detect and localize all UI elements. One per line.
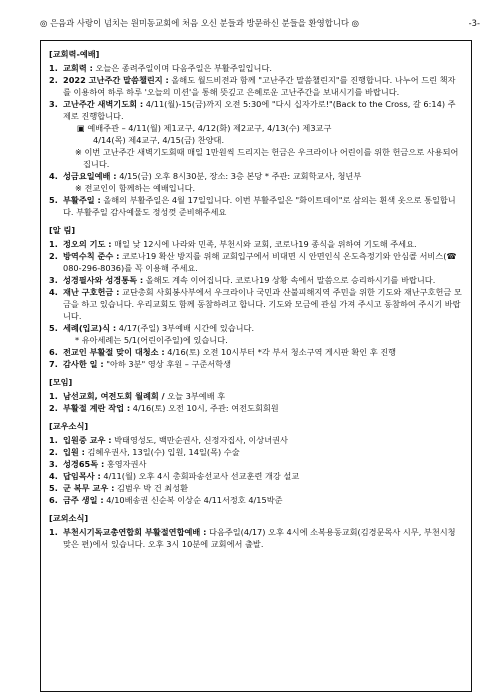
section-member-news: [49, 421, 463, 506]
list-item: [49, 434, 463, 446]
list-item: [49, 74, 463, 98]
section-external-news: [49, 513, 463, 550]
list-item: [49, 482, 463, 494]
item-number: 3.: [49, 99, 58, 109]
item-text: 박태영성도, 백만순권사, 신정자집사, 이상녀권사: [111, 435, 288, 445]
page-header: [40, 18, 480, 29]
list-item: [49, 446, 463, 458]
dawn-note: ※ 이번 고난주간 새벽기도회때 매일 1만원씩 드리지는 헌금은 우크라이나 어린이를 위한 헌금으로 사용되어집니다.: [75, 147, 459, 169]
list-item: [49, 170, 463, 182]
item-number: 6.: [49, 347, 58, 357]
item-number: 7.: [49, 359, 58, 369]
item-number: 1.: [49, 527, 58, 537]
list-item: [49, 194, 463, 218]
item-text: 다음주일(4/17) 오후 4시에 소복용동교회(김경문목사 시무, 부천시청 맞은 편)에서 있습니다. 오후 3시 10분에 교회에서 출발.: [63, 527, 456, 549]
item-text: 올해도 계속 이어집니다. 코로나19 상황 속에서 말씀으로 승리하시기를 바랍니다.: [143, 275, 436, 285]
item-text: 김혜우권사, 13일(수) 입원, 14일(목) 수술: [84, 447, 240, 457]
section-worship: [49, 49, 463, 218]
item-number: 4.: [49, 171, 58, 181]
item-number: 1.: [49, 239, 58, 249]
section-title: [교우소식]: [49, 421, 89, 431]
list-item: [49, 458, 463, 470]
dawn-schedule-line: 4/14(목) 제4교구, 4/15(금) 찬양대.: [93, 135, 225, 145]
item-title: 부활주일 :: [63, 195, 101, 205]
page-number: -3-: [468, 18, 480, 28]
section-title: [알 림]: [49, 225, 76, 235]
item-number: 4.: [49, 287, 58, 297]
item-title: 감사한 일 :: [63, 359, 104, 369]
item-number: 4.: [49, 471, 58, 481]
item-text: 코로나19 확산 방지를 위해 교회입구에서 비대면 시 안면인식 온도측정기와 안심콜 서비스(☎ 080-296-8036)를 꼭 이용해 주세요.: [63, 251, 457, 273]
item-text: 매일 낮 12시에 나라와 민족, 부천시와 교회, 코로나19 종식을 위하여 기도해 주세요.: [111, 239, 417, 249]
item-title: 부천시기독교총연합회 부활절연합예배 :: [63, 527, 207, 537]
item-text: 오늘은 종려주일이며 다음주일은 부활주일입니다.: [92, 63, 272, 73]
item-text: 4/11(월)-15(금)까지 오전 5:30에 "다시 십자가로!"(Back to the Cross, 갈 6:14) 주제로 진행합니다.: [63, 99, 456, 121]
item-number: 1.: [49, 435, 58, 445]
item-number: 5.: [49, 195, 58, 205]
item-title: 고난주간 새벽기도회 :: [63, 99, 144, 109]
item-text: 김범우 박 건 최성환: [114, 483, 189, 493]
list-item: [49, 346, 463, 358]
list-item: [49, 470, 463, 482]
item-text: 올해도 월드비전과 함께 "고난주간 말씀챌린지"를 진행합니다. 나누어 드린 책자를 이용하여 하루 하루 '오늘의 미션'을 통해 뜻깊고 은혜로운 고난주간을 보내시기를 바랍니다.: [63, 75, 456, 97]
list-item: [49, 274, 463, 286]
baptism-note: * 유아세례는 5/1(어린이주일)에 있습니다.: [75, 335, 228, 345]
list-item: [49, 402, 463, 414]
item-title: 답임목사 :: [63, 471, 101, 481]
item-title: 입원 :: [63, 447, 85, 457]
item-title: 성경65독 :: [63, 459, 105, 469]
list-item: [49, 494, 463, 506]
item-title: 세례(입교)식 :: [63, 323, 117, 333]
bulletin-box: [40, 40, 472, 692]
item-title: 남선교회, 여전도회 월례회 /: [63, 391, 165, 401]
section-title: [교회력-예배]: [49, 49, 100, 59]
item-title: 방역수칙 준수 :: [63, 251, 120, 261]
item-title: 부활절 계란 작업 :: [63, 403, 131, 413]
item-text: 4/17(주일) 3부예배 시간에 있습니다.: [116, 323, 255, 333]
item-number: 2.: [49, 251, 58, 261]
item-text: 올해의 부활주일은 4월 17일입니다. 이번 부활주일은 "화이트데이"로 삼의는 흰색 옷으로 통일합니다. 부활주일 감사예물도 정성껏 준비해주세요: [63, 195, 456, 217]
item-number: 2.: [49, 403, 58, 413]
item-number: 2.: [49, 447, 58, 457]
item-title: 입원중 교우 :: [63, 435, 112, 445]
item-title: 2022 고난주간 말씀챌린지 :: [63, 75, 169, 85]
item-number: 1.: [49, 391, 58, 401]
item-text: 교단총회 사회봉사부에서 우크라이나 국민과 산불피해지역 주민을 위한 기도와 재난구호헌금 모금을 하고 있습니다. 우리교회도 함께 동참하려고 합니다. 기도와 모금에 관심 가져 주시고 동참하여 주시기 바랍니다.: [63, 287, 462, 321]
item-text: 4/16(토) 오전 10시부터 *각 부서 청소구역 게시판 확인 후 진행: [164, 347, 397, 357]
section-notices: [49, 225, 463, 370]
item-title: 성금요일예배 :: [63, 171, 117, 181]
list-item: [49, 526, 463, 550]
item-number: 3.: [49, 275, 58, 285]
list-item: [49, 238, 463, 250]
list-item: [49, 358, 463, 370]
item-number: 6.: [49, 495, 58, 505]
list-item: [49, 322, 463, 334]
list-item: [49, 250, 463, 274]
item-text: 오늘 3부예배 후: [164, 391, 226, 401]
item-title: 재난 구호헌금 :: [63, 287, 120, 297]
item-title: 성경필사와 성경통독 :: [63, 275, 144, 285]
list-item: [49, 390, 463, 402]
item-text: 홍영자권사: [104, 459, 147, 469]
section-title: [모임]: [49, 377, 73, 387]
item-number: 2.: [49, 75, 58, 85]
item-text: 4/15(금) 오후 8시30분, 장소: 3층 본당 * 주관: 교회학교사, 청년부: [116, 171, 362, 181]
list-item: [49, 286, 463, 322]
item-title: 정오의 기도 :: [63, 239, 112, 249]
item-number: 5.: [49, 483, 58, 493]
section-meetings: [49, 377, 463, 414]
item-text: "아하 3분" 영상 후원 – 구준서학생: [103, 359, 231, 369]
item-number: 3.: [49, 459, 58, 469]
item-text: 4/10배송권 신순복 이상순 4/11서정호 4/15박준: [103, 495, 283, 505]
section-title: [교외소식]: [49, 513, 89, 523]
item-text: 4/16(토) 오전 10시, 주관: 여전도회회원: [130, 403, 279, 413]
item-text: 4/11(월) 오후 4시 총회파송선교사 선교훈련 개강 설교: [100, 471, 300, 481]
list-item: [49, 98, 463, 122]
item-number: 1.: [49, 63, 58, 73]
welcome-text: ◎ 은음과 사랑이 넘치는 원미동교회에 처음 오신 분들과 방문하신 분들을 환영합니다 ◎: [40, 18, 359, 28]
dawn-schedule-line: ▣ 예배주관 – 4/11(월) 제1교구, 4/12(화) 제2교구, 4/13(수) 제3교구: [77, 123, 332, 133]
item-title: 군 복무 교우 :: [63, 483, 115, 493]
item-number: 5.: [49, 323, 58, 333]
item-title: 금주 생일 :: [63, 495, 104, 505]
list-item: [49, 62, 463, 74]
good-friday-note: ※ 전교인이 함께하는 예배입니다.: [75, 183, 196, 193]
item-title: 전교인 부활절 맞이 대청소 :: [63, 347, 165, 357]
item-title: 교회력 :: [63, 63, 93, 73]
